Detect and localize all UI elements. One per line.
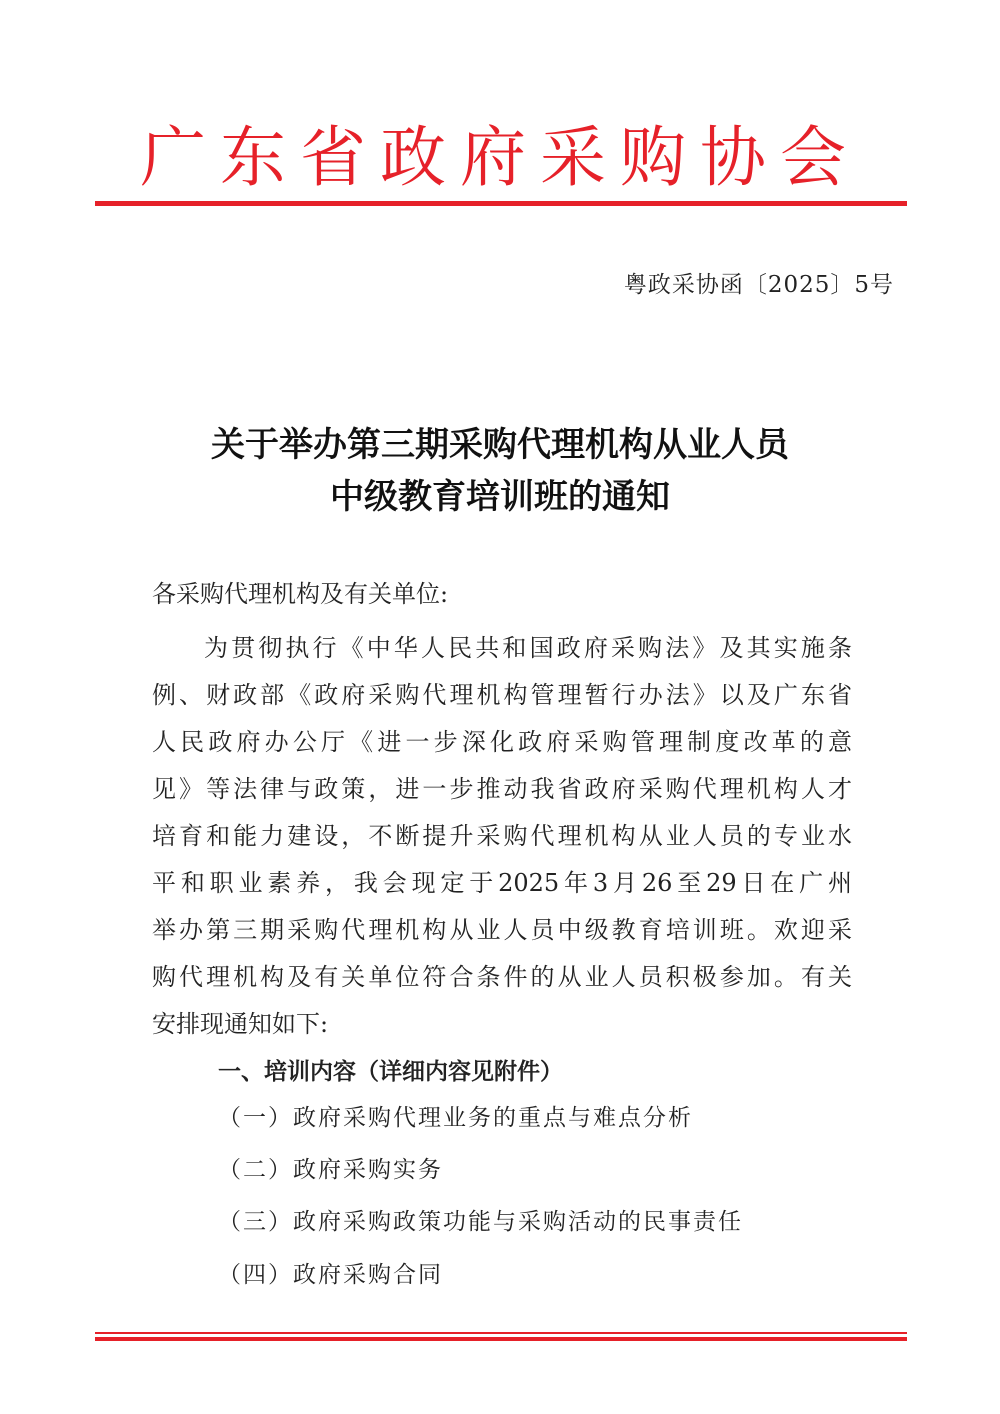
body-line: 例、财政部《政府采购代理机构管理暂行办法》以及广东省	[152, 681, 852, 709]
body-line: 举办第三期采购代理机构从业人员中级教育培训班。欢迎采	[152, 916, 852, 944]
body-line: 为贯彻执行《中华人民共和国政府采购法》及其实施条	[204, 634, 852, 662]
letterhead-title: 广东省政府采购协会	[140, 119, 860, 196]
body-line: 见》等法律与政策，进一步推动我省政府采购代理机构人才	[152, 775, 852, 803]
document-title-line-1: 关于举办第三期采购代理机构从业人员	[211, 425, 789, 465]
training-item: （二）政府采购实务	[218, 1157, 443, 1183]
training-item: （一）政府采购代理业务的重点与难点分析	[218, 1105, 693, 1131]
document-number: 粤政采协函〔2025〕5号	[623, 272, 894, 298]
training-item: （四）政府采购合同	[218, 1262, 443, 1288]
body-line: 培育和能力建设，不断提升采购代理机构从业人员的专业水	[152, 822, 852, 850]
body-line: 购代理机构及有关单位符合条件的从业人员积极参加。有关	[152, 963, 852, 991]
body-line: 安排现通知如下:	[152, 1010, 329, 1038]
section-heading-training-content: 一、培训内容（详细内容见附件）	[218, 1059, 563, 1085]
footer-divider-thick	[95, 1337, 907, 1341]
salutation: 各采购代理机构及有关单位:	[152, 580, 449, 608]
letterhead-divider	[95, 201, 907, 206]
body-line: 人民政府办公厅《进一步深化政府采购管理制度改革的意	[152, 728, 852, 756]
document-title-line-2: 中级教育培训班的通知	[330, 477, 670, 517]
footer-divider-thin	[95, 1332, 907, 1334]
body-line: 平和职业素养，我会现定于2025年3月26至29日在广州	[152, 869, 852, 897]
training-item: （三）政府采购政策功能与采购活动的民事责任	[218, 1209, 743, 1235]
